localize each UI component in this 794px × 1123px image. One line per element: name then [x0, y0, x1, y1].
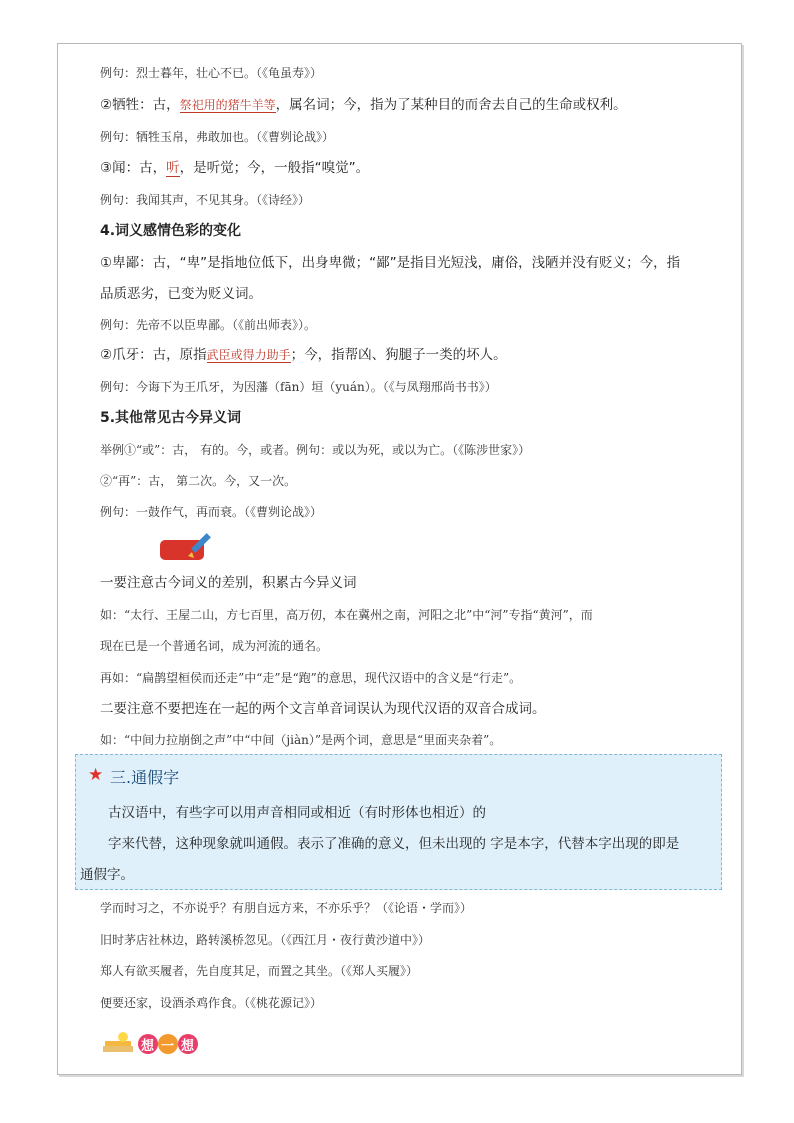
paragraph-sacrifice	[100, 96, 627, 114]
text: ②牺牲：古，	[100, 97, 180, 113]
text: ，属名词；今，指为了某种目的而舍去自己的生命或权利。	[275, 97, 627, 113]
think-char: 想	[141, 1039, 155, 1054]
text: ；今，指帮凶、狗腿子一类的坏人。	[290, 347, 507, 363]
box-paragraph: 古汉语中，有些字可以用声音相同或相近（有时形体也相近）的	[108, 805, 486, 821]
paragraph-text: ①卑鄙：古，“卑”是指地位低下，出身卑微；“鄙”是指目光短浅，庸俗，浅陋并没有贬义；今，指	[100, 255, 681, 271]
key-point-badge	[158, 528, 220, 564]
paragraph-text: 二要注意不要把连在一起的两个文言单音词误认为现代汉语的双音合成词。	[100, 701, 546, 717]
think-char: 一	[161, 1039, 175, 1054]
pen-icon	[158, 528, 220, 564]
example-sentence: 再如：“扁鹊望桓侯而还走”中“走”是“跑”的意思，现代汉语中的含义是“行走”。	[100, 671, 522, 685]
box-paragraph: 通假字。	[80, 867, 134, 883]
think-badge	[103, 1030, 198, 1062]
example-sentence: ②“再”：古， 第二次。今，又一次。	[100, 474, 297, 488]
example-sentence: 现在已是一个普通名词，成为河流的通名。	[100, 639, 329, 653]
example-sentence: 例句：烈士暮年，壮心不已。（《龟虽寿》）	[100, 66, 323, 80]
think-char: 想	[181, 1039, 195, 1054]
star-icon: ★	[88, 765, 104, 785]
text: ，是听觉；今，一般指“嗅觉”。	[179, 160, 370, 176]
example-sentence: 例句：一鼓作气，再而衰。（《曹刿论战》）	[100, 505, 323, 519]
example-sentence: 例句：先帝不以臣卑鄙。（《前出师表》）。	[100, 318, 317, 332]
highlight-text: 祭祀用的猪牛羊等	[179, 98, 276, 112]
paragraph-text: 一要注意古今词义的差别，积累古今异义词	[100, 575, 357, 591]
paragraph-text: 品质恶劣，已变为贬义词。	[100, 286, 262, 302]
text: ③闻：古，	[100, 160, 167, 176]
section-heading: 4.词义感情色彩的变化	[100, 223, 242, 239]
example-sentence: 郑人有欲买履者，先自度其足，而置之其坐。（《郑人买履》）	[100, 964, 419, 978]
box-paragraph: 字来代替，这种现象就叫通假。表示了准确的意义，但未出现的 字是本字，代替本字出现的即是	[108, 836, 680, 852]
text: ②爪牙：古，原指	[100, 347, 207, 363]
highlight-text: 武臣或得力助手	[206, 348, 291, 362]
box-title: 三.通假字	[110, 768, 180, 787]
section-heading: 5.其他常见古今异义词	[100, 410, 242, 426]
example-sentence: 便要还家，设酒杀鸡作食。（《桃花源记》）	[100, 996, 323, 1010]
example-sentence: 例句：我闻其声，不见其身。（《诗经》）	[100, 193, 311, 207]
example-sentence: 学而时习之，不亦说乎？有朋自远方来，不亦乐乎？（《论语・学而》）	[100, 901, 473, 915]
highlight-text: 听	[166, 160, 180, 176]
example-sentence: 如：“太行、王屋二山，方七百里，高万仞，本在冀州之南，河阳之北”中“河”专指“黄河”，而	[100, 608, 593, 622]
example-sentence: 例句：今诲下为王爪牙，为因藩（fān）垣（yuán）。（《与凤翔邢尚书书》）	[100, 380, 497, 394]
example-sentence: 旧时茅店社林边，路转溪桥忽见。（《西江月・夜行黄沙道中》）	[100, 933, 431, 947]
example-sentence: 如：“中间力拉崩倒之声”中“中间（jiàn）”是两个词，意思是“里面夹杂着”。	[100, 733, 502, 747]
example-sentence: 例句：牺牲玉帛，弗敢加也。（《曹刿论战》）	[100, 130, 335, 144]
paragraph-hear	[100, 159, 369, 177]
paragraph-claw	[100, 346, 507, 364]
example-sentence: 举例①“或”：古， 有的。今，或者。例句：或以为死，或以为亡。（《陈涉世家》）	[100, 443, 531, 457]
